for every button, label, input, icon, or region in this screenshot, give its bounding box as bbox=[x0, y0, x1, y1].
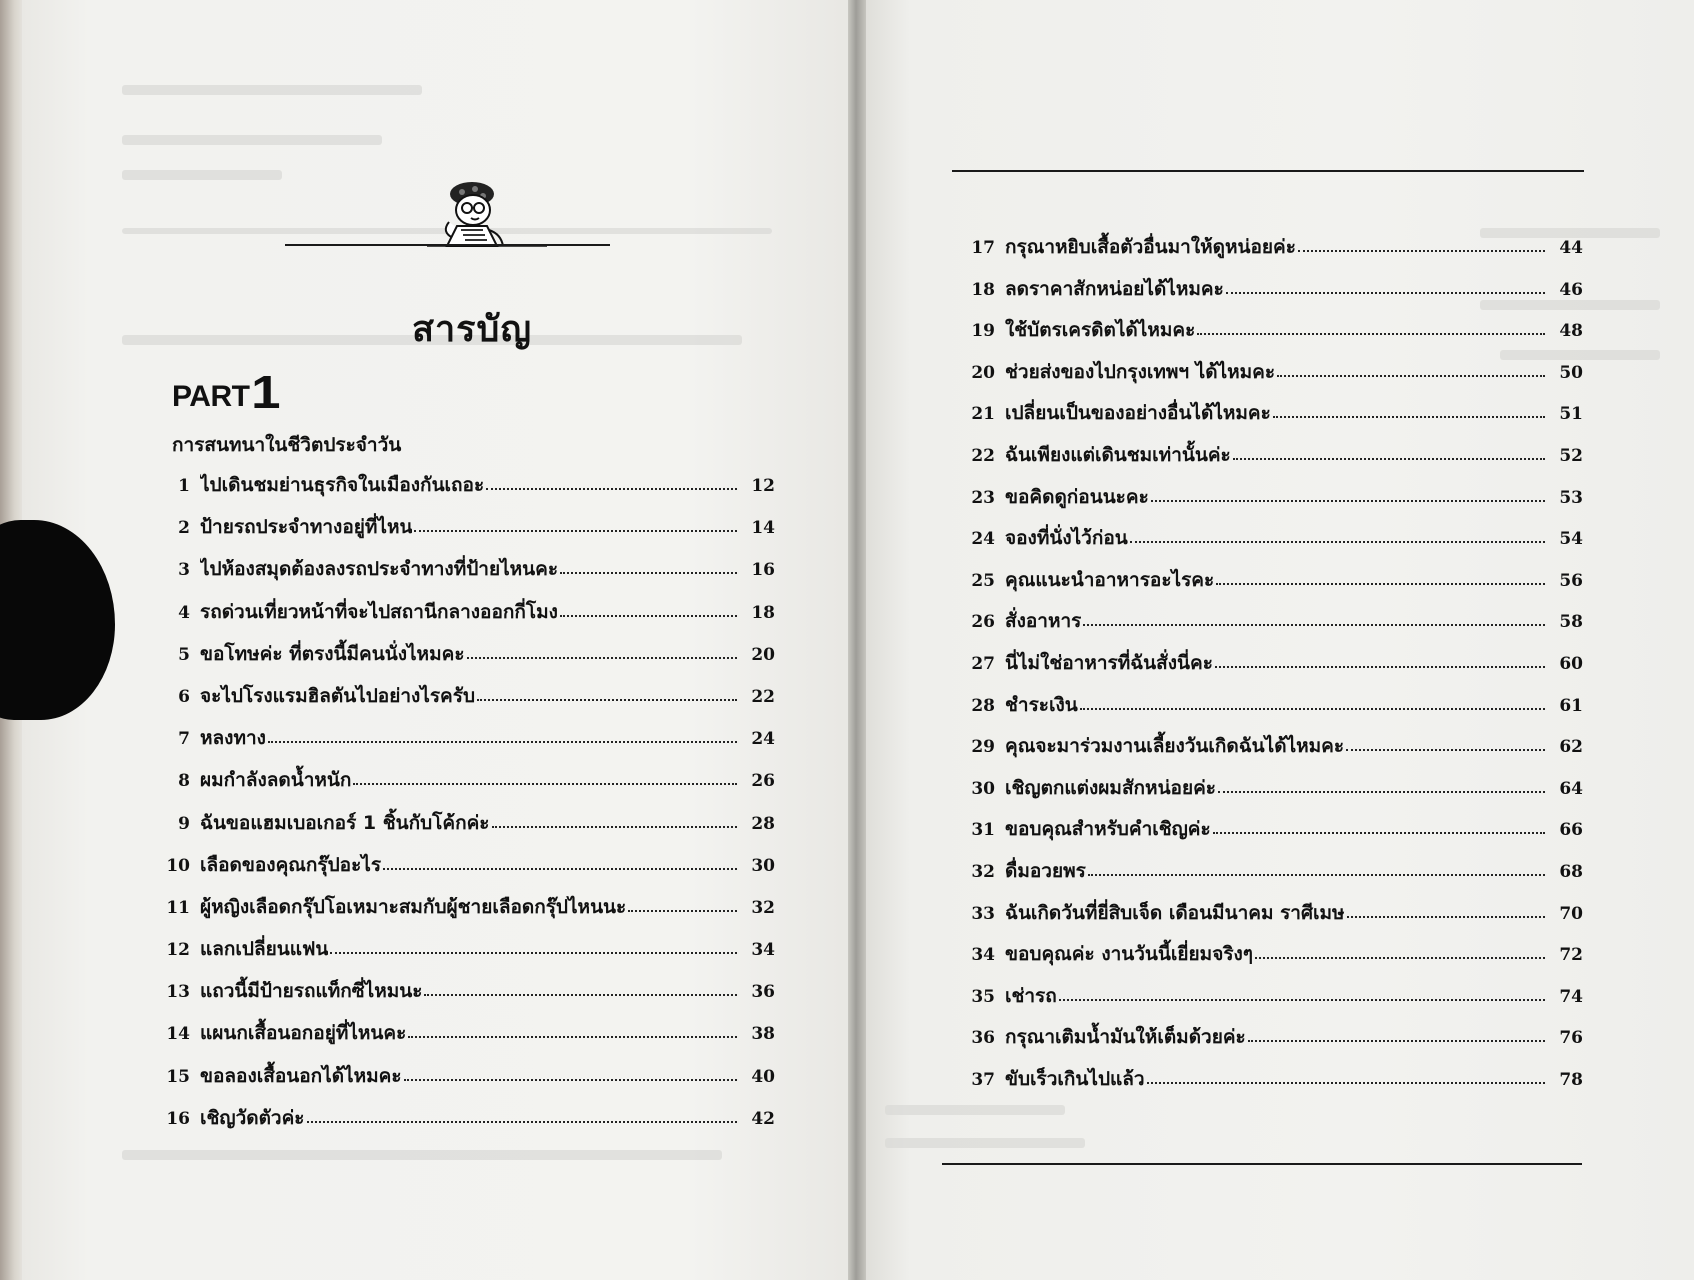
dot-leader bbox=[307, 1119, 737, 1123]
dot-leader bbox=[1233, 456, 1545, 460]
entry-title: ขอลองเสื้อนอกได้ไหมคะ bbox=[200, 1064, 402, 1087]
entry-page-number: 28 bbox=[751, 813, 775, 834]
entry-title: กรุณาหยิบเสื้อตัวอื่นมาให้ดูหน่อยค่ะ bbox=[1005, 236, 1296, 258]
toc-entry bbox=[150, 639, 775, 681]
dot-leader bbox=[414, 528, 737, 532]
toc-entry bbox=[955, 773, 1583, 815]
entry-page-number: 58 bbox=[1559, 612, 1583, 633]
entry-page-number: 44 bbox=[1559, 238, 1583, 258]
dot-leader bbox=[408, 1034, 737, 1038]
dot-leader bbox=[560, 613, 737, 617]
bottom-rule bbox=[942, 1163, 1582, 1165]
entry-page-number: 68 bbox=[1559, 861, 1583, 882]
entry-title: ไปห้องสมุดต้องลงรถประจำทางที่ป้ายไหนคะ bbox=[200, 558, 559, 581]
entry-number: 15 bbox=[166, 1066, 190, 1087]
bleed-through bbox=[885, 1138, 1085, 1148]
bleed-through bbox=[122, 170, 282, 180]
entry-number: 7 bbox=[178, 729, 190, 750]
toc-entry bbox=[150, 470, 775, 512]
entry-page-number: 48 bbox=[1559, 321, 1583, 342]
entry-page-number: 70 bbox=[1559, 903, 1583, 924]
entry-page-number: 16 bbox=[751, 560, 775, 581]
entry-title: แผนกเสื้อนอกอยู่ที่ไหนคะ bbox=[200, 1022, 407, 1045]
dot-leader bbox=[1277, 373, 1545, 377]
toc-entry bbox=[955, 398, 1583, 440]
entry-number: 17 bbox=[971, 238, 995, 258]
dot-leader bbox=[1218, 789, 1545, 793]
entry-number: 3 bbox=[178, 560, 190, 581]
part-number: 1 bbox=[251, 366, 281, 418]
header-rule bbox=[285, 244, 610, 246]
entry-page-number: 76 bbox=[1559, 1028, 1583, 1049]
entry-title: ผู้หญิงเลือดกรุ๊ปโอเหมาะสมกับผู้ชายเลือดกรุ๊ปไหนนะ bbox=[200, 895, 627, 918]
entry-title: ป้ายรถประจำทางอยู่ที่ไหน bbox=[200, 516, 413, 539]
dot-leader bbox=[424, 992, 737, 996]
entry-title: เช่ารถ bbox=[1005, 984, 1057, 1007]
entry-title: ไปเดินชมย่านธุรกิจในเมืองกันเถอะ bbox=[200, 474, 485, 496]
entry-number: 6 bbox=[178, 686, 190, 707]
toc-entry bbox=[955, 274, 1583, 316]
entry-number: 12 bbox=[166, 940, 190, 961]
entry-page-number: 54 bbox=[1559, 529, 1583, 550]
part-word: PART bbox=[172, 380, 250, 413]
toc-title: สารบัญ bbox=[411, 309, 533, 350]
toc-entry bbox=[150, 1103, 775, 1145]
dot-leader bbox=[1215, 664, 1545, 668]
entry-number: 9 bbox=[178, 813, 190, 834]
entry-page-number: 64 bbox=[1559, 778, 1583, 799]
entry-page-number: 51 bbox=[1559, 404, 1583, 425]
toc-entry bbox=[150, 1018, 775, 1060]
entry-title: ฉันเพียงแต่เดินชมเท่านั้นค่ะ bbox=[1005, 443, 1231, 466]
toc-entry bbox=[150, 681, 775, 723]
toc-entry bbox=[955, 1022, 1583, 1064]
entry-page-number: 46 bbox=[1559, 279, 1583, 300]
dot-leader bbox=[330, 950, 737, 954]
entry-number: 8 bbox=[178, 771, 190, 792]
toc-entry bbox=[955, 440, 1583, 482]
entry-page-number: 61 bbox=[1559, 695, 1583, 716]
toc-entry bbox=[150, 765, 775, 807]
entry-page-number: 53 bbox=[1559, 487, 1583, 508]
entry-title: ลดราคาสักหน่อยได้ไหมคะ bbox=[1005, 277, 1224, 300]
entry-title: ดื่มอวยพร bbox=[1005, 859, 1086, 882]
dot-leader bbox=[1226, 290, 1545, 294]
entry-page-number: 52 bbox=[1559, 445, 1583, 466]
entry-page-number: 32 bbox=[751, 897, 775, 918]
entry-number: 33 bbox=[971, 903, 995, 924]
entry-title: แถวนี้มีป้ายรถแท็กซี่ไหมนะ bbox=[200, 980, 423, 1003]
entry-title: สั่งอาหาร bbox=[1005, 610, 1082, 633]
entry-number: 25 bbox=[971, 570, 995, 591]
entry-number: 14 bbox=[166, 1024, 190, 1045]
bleed-through bbox=[885, 1105, 1065, 1115]
entry-number: 30 bbox=[971, 778, 995, 799]
toc-entry bbox=[150, 1061, 775, 1103]
entry-page-number: 62 bbox=[1559, 737, 1583, 758]
dot-leader bbox=[1216, 581, 1545, 585]
entry-title: ขอโทษค่ะ ที่ตรงนี้มีคนนั่งไหมคะ bbox=[200, 642, 465, 665]
entry-page-number: 72 bbox=[1559, 945, 1583, 966]
entry-page-number: 74 bbox=[1559, 986, 1583, 1007]
dot-leader bbox=[1197, 331, 1545, 335]
entry-title: ขอบคุณสำหรับคำเชิญค่ะ bbox=[1005, 818, 1211, 841]
dot-leader bbox=[1088, 872, 1545, 876]
dot-leader bbox=[628, 908, 737, 912]
bleed-through bbox=[122, 85, 422, 95]
toc-entry bbox=[955, 690, 1583, 732]
entry-number: 23 bbox=[971, 487, 995, 508]
toc-entry bbox=[955, 232, 1583, 274]
entry-title: แลกเปลี่ยนแฟน bbox=[200, 938, 329, 961]
entry-number: 29 bbox=[971, 737, 995, 758]
toc-entry bbox=[150, 512, 775, 554]
entry-title: คุณจะมาร่วมงานเลี้ยงวันเกิดฉันได้ไหมคะ bbox=[1005, 735, 1345, 758]
toc-entry bbox=[150, 808, 775, 850]
entry-number: 27 bbox=[971, 653, 995, 674]
entry-number: 19 bbox=[971, 321, 995, 342]
entry-title: ชำระเงิน bbox=[1005, 693, 1078, 716]
entry-title: ผมกำลังลดน้ำหนัก bbox=[200, 769, 352, 792]
toc-entry bbox=[150, 934, 775, 976]
entry-page-number: 40 bbox=[751, 1066, 775, 1087]
toc-entry bbox=[150, 976, 775, 1018]
entry-page-number: 24 bbox=[751, 729, 775, 750]
entry-number: 20 bbox=[971, 362, 995, 383]
dot-leader bbox=[1248, 1038, 1545, 1042]
toc-entry bbox=[150, 723, 775, 765]
entry-title: ช่วยส่งของไปกรุงเทพฯ ได้ไหมคะ bbox=[1005, 360, 1276, 383]
toc-entry bbox=[955, 357, 1583, 399]
entry-number: 13 bbox=[166, 982, 190, 1003]
dot-leader bbox=[1346, 747, 1545, 751]
entry-page-number: 78 bbox=[1559, 1069, 1583, 1090]
entry-page-number: 20 bbox=[751, 644, 775, 665]
dot-leader bbox=[383, 866, 737, 870]
entry-title: เปลี่ยนเป็นของอย่างอื่นได้ไหมคะ bbox=[1005, 402, 1271, 425]
entry-page-number: 34 bbox=[751, 940, 775, 961]
toc-entry bbox=[150, 597, 775, 639]
entry-title: รถด่วนเที่ยวหน้าที่จะไปสถานีกลางออกกี่โมง bbox=[200, 600, 558, 623]
dot-leader bbox=[1213, 830, 1545, 834]
entry-page-number: 56 bbox=[1559, 570, 1583, 591]
entry-page-number: 12 bbox=[751, 476, 775, 496]
entry-page-number: 66 bbox=[1559, 820, 1583, 841]
toc-entry bbox=[955, 731, 1583, 773]
entry-page-number: 18 bbox=[751, 602, 775, 623]
toc-entry bbox=[955, 482, 1583, 524]
dot-leader bbox=[486, 486, 737, 490]
dot-leader bbox=[1151, 498, 1545, 502]
dot-leader bbox=[1147, 1080, 1545, 1084]
entry-number: 1 bbox=[178, 476, 190, 496]
toc-entry bbox=[150, 554, 775, 596]
entry-number: 32 bbox=[971, 861, 995, 882]
dot-leader bbox=[1080, 706, 1545, 710]
dot-leader bbox=[467, 655, 737, 659]
dot-leader bbox=[1059, 997, 1545, 1001]
dot-leader bbox=[560, 570, 737, 574]
toc-entry bbox=[955, 606, 1583, 648]
entry-page-number: 60 bbox=[1559, 653, 1583, 674]
entry-page-number: 14 bbox=[751, 518, 775, 539]
entry-title: กรุณาเติมน้ำมันให้เต็มด้วยค่ะ bbox=[1005, 1026, 1246, 1049]
book-gutter bbox=[848, 0, 866, 1280]
entry-number: 10 bbox=[166, 855, 190, 876]
toc-entry bbox=[955, 939, 1583, 981]
entry-number: 16 bbox=[166, 1108, 190, 1129]
bleed-through bbox=[122, 135, 382, 145]
toc-entry bbox=[150, 892, 775, 934]
entry-page-number: 36 bbox=[751, 982, 775, 1003]
entry-title: ฉันขอแฮมเบอเกอร์ 1 ชิ้นกับโค้กค่ะ bbox=[200, 811, 490, 834]
entry-number: 5 bbox=[178, 644, 190, 665]
dot-leader bbox=[492, 824, 737, 828]
entry-number: 18 bbox=[971, 279, 995, 300]
entry-number: 22 bbox=[971, 445, 995, 466]
entry-title: ฉันเกิดวันที่ยี่สิบเจ็ด เดือนมีนาคม ราศีเมษ bbox=[1005, 901, 1345, 924]
entry-number: 35 bbox=[971, 986, 995, 1007]
entry-number: 26 bbox=[971, 612, 995, 633]
toc-entry bbox=[955, 814, 1583, 856]
bleed-through bbox=[122, 1150, 722, 1160]
top-rule bbox=[952, 170, 1584, 172]
entry-title: ใช้บัตรเครดิตได้ไหมคะ bbox=[1005, 319, 1196, 342]
entry-title: ขับเร็วเกินไปแล้ว bbox=[1005, 1067, 1145, 1090]
entry-number: 4 bbox=[178, 602, 190, 623]
toc-entry bbox=[955, 565, 1583, 607]
entry-number: 24 bbox=[971, 529, 995, 550]
entry-number: 2 bbox=[178, 518, 190, 539]
entry-title: จะไปโรงแรมฮิลตันไปอย่างไรครับ bbox=[200, 684, 476, 707]
dot-leader bbox=[353, 781, 737, 785]
dot-leader bbox=[1298, 248, 1545, 252]
entry-number: 37 bbox=[971, 1069, 995, 1090]
dot-leader bbox=[1347, 914, 1545, 918]
entry-page-number: 42 bbox=[751, 1108, 775, 1129]
toc-entry bbox=[955, 981, 1583, 1023]
entry-title: คุณแนะนำอาหารอะไรคะ bbox=[1005, 568, 1215, 591]
entry-number: 21 bbox=[971, 404, 995, 425]
toc-list-right bbox=[955, 232, 1583, 1105]
dot-leader bbox=[268, 739, 737, 743]
entry-page-number: 38 bbox=[751, 1024, 775, 1045]
entry-title: จองที่นั่งไว้ก่อน bbox=[1005, 527, 1128, 550]
section-title: การสนทนาในชีวิตประจำวัน bbox=[172, 434, 402, 456]
entry-number: 34 bbox=[971, 945, 995, 966]
entry-title: เชิญตกแต่งผมสักหน่อยค่ะ bbox=[1005, 776, 1217, 799]
toc-entry bbox=[955, 648, 1583, 690]
entry-title: หลงทาง bbox=[200, 727, 266, 750]
reading-character-illustration bbox=[427, 180, 547, 260]
toc-entry bbox=[955, 856, 1583, 898]
dot-leader bbox=[1130, 539, 1545, 543]
entry-title: เชิญวัดตัวค่ะ bbox=[200, 1106, 305, 1129]
entry-page-number: 22 bbox=[751, 686, 775, 707]
entry-number: 36 bbox=[971, 1028, 995, 1049]
entry-title: นี่ไม่ใช่อาหารที่ฉันสั่งนี่คะ bbox=[1005, 651, 1213, 674]
dot-leader bbox=[1255, 955, 1545, 959]
part-heading bbox=[172, 366, 281, 418]
entry-title: ขอบคุณค่ะ งานวันนี้เยี่ยมจริงๆ bbox=[1005, 943, 1254, 966]
dot-leader bbox=[1083, 622, 1545, 626]
toc-list-left bbox=[150, 470, 775, 1145]
entry-page-number: 30 bbox=[751, 855, 775, 876]
entry-number: 31 bbox=[971, 820, 995, 841]
entry-title: เลือดของคุณกรุ๊ปอะไร bbox=[200, 853, 382, 876]
toc-entry bbox=[955, 898, 1583, 940]
dot-leader bbox=[1273, 414, 1545, 418]
entry-page-number: 50 bbox=[1559, 362, 1583, 383]
dot-leader bbox=[477, 697, 737, 701]
entry-number: 11 bbox=[166, 897, 190, 918]
dot-leader bbox=[404, 1077, 737, 1081]
toc-entry bbox=[955, 1064, 1583, 1106]
entry-number: 28 bbox=[971, 695, 995, 716]
toc-entry bbox=[150, 850, 775, 892]
toc-entry bbox=[955, 523, 1583, 565]
toc-entry bbox=[955, 315, 1583, 357]
entry-page-number: 26 bbox=[751, 771, 775, 792]
entry-title: ขอคิดดูก่อนนะคะ bbox=[1005, 485, 1149, 508]
